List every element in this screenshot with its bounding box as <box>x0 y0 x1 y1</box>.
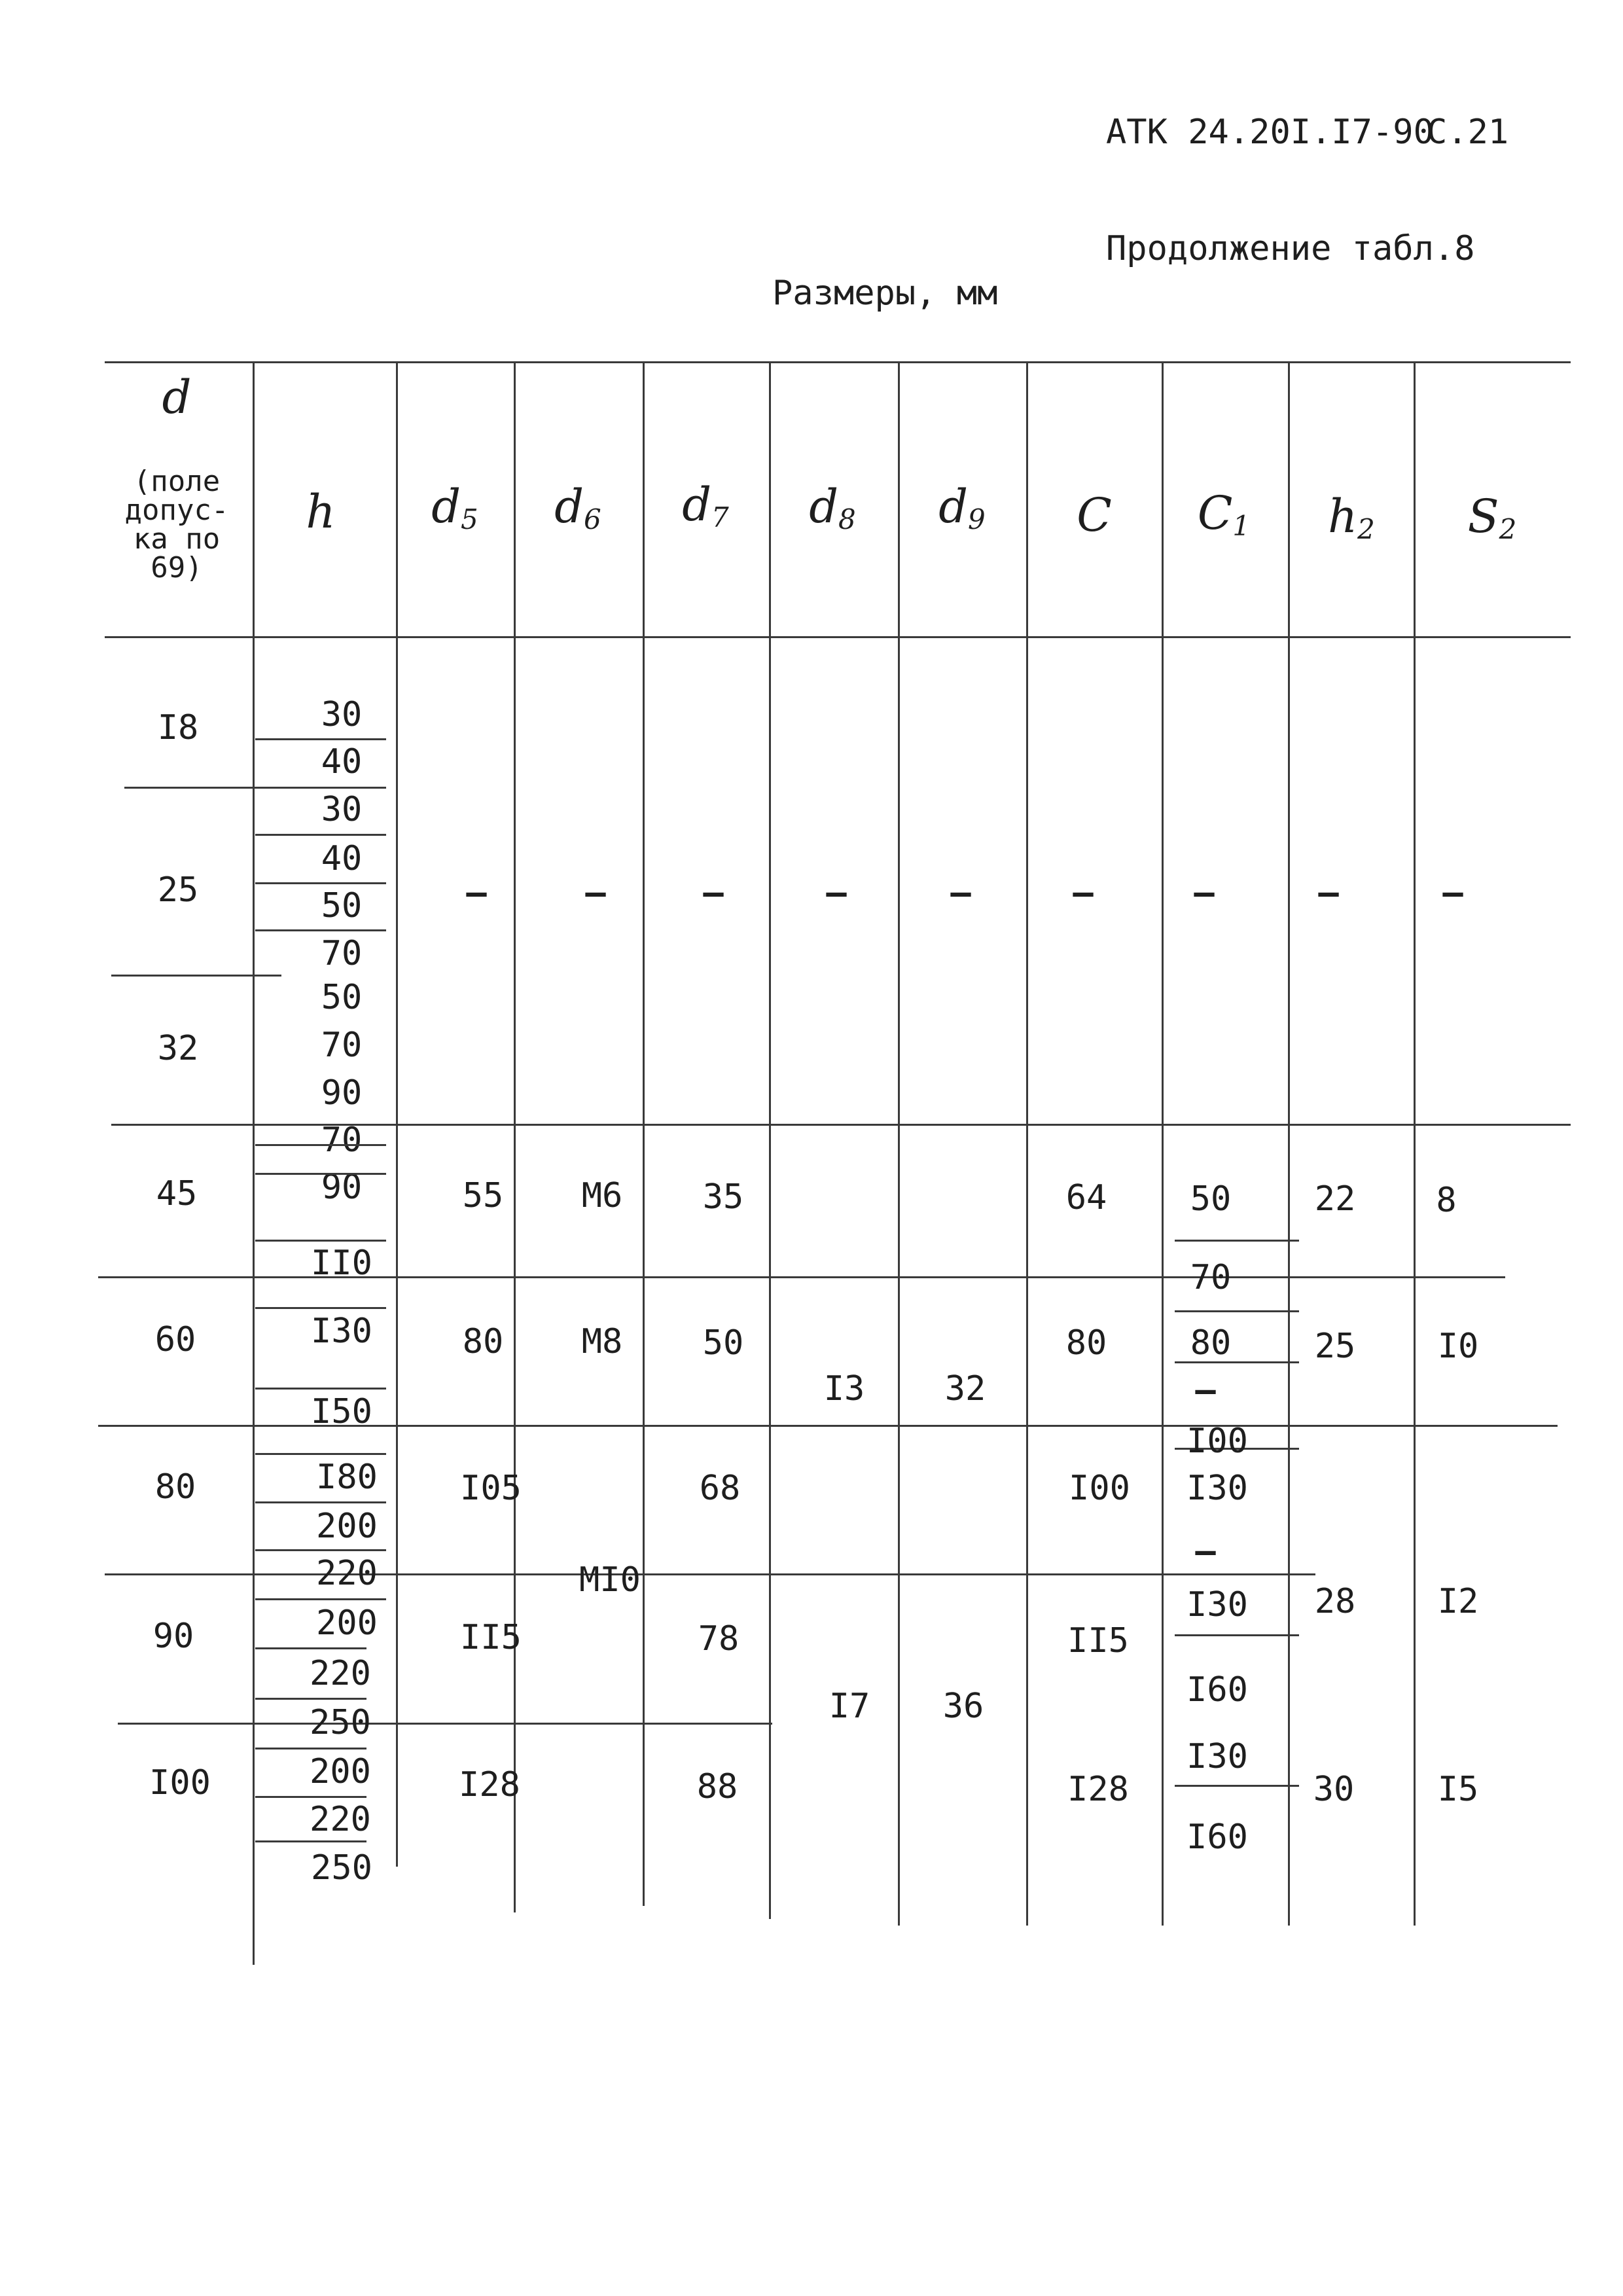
d8-value: I7 <box>829 1687 870 1726</box>
h2-value: 28 <box>1314 1582 1356 1621</box>
h-subrow-rule <box>255 1549 386 1551</box>
header-d-note-line: (поле <box>133 465 221 498</box>
c-value: I00 <box>1069 1469 1130 1508</box>
d-value: 60 <box>154 1320 196 1359</box>
header-d5-sub: 5 <box>461 503 478 535</box>
h-subrow-rule <box>255 882 386 884</box>
d-value: 80 <box>154 1467 196 1507</box>
h-value: 220 <box>310 1654 371 1693</box>
c-value: II5 <box>1067 1621 1129 1660</box>
c-value: 64 <box>1065 1178 1107 1217</box>
header-c1-sub: 1 <box>1232 510 1251 542</box>
header-d7-sub: 7 <box>711 501 729 533</box>
header-h2-sub: 2 <box>1357 513 1375 545</box>
header-s2-sub: 2 <box>1499 513 1517 545</box>
col-rule <box>1026 361 1028 1926</box>
s2-value: I2 <box>1437 1582 1479 1621</box>
col-rule <box>1162 361 1164 1926</box>
row-rule-d <box>111 975 281 977</box>
header-d8-sub: 8 <box>838 503 856 535</box>
h-subrow-rule <box>255 1144 386 1146</box>
dash-c1: – <box>1194 873 1215 912</box>
header-d6 <box>554 480 601 535</box>
col-rule <box>898 361 900 1926</box>
h-value: 70 <box>321 1121 363 1160</box>
header-h2 <box>1328 490 1375 545</box>
dash-c: – <box>1073 873 1094 912</box>
col-rule <box>769 361 771 1919</box>
h-value: 50 <box>321 978 363 1017</box>
h-value: 220 <box>310 1800 371 1839</box>
c1-value: I60 <box>1186 1670 1248 1710</box>
header-c: C <box>1077 488 1112 542</box>
header-d6-sub: 6 <box>584 503 601 535</box>
d7-value: 78 <box>698 1619 740 1659</box>
h-value: 40 <box>321 839 363 878</box>
header-c1 <box>1197 486 1251 542</box>
c-value: 80 <box>1065 1323 1107 1363</box>
header-d5 <box>431 480 478 535</box>
h-value: 200 <box>316 1604 378 1643</box>
header-d6-base: d <box>554 480 584 533</box>
c1-value: I30 <box>1186 1737 1248 1776</box>
col-rule <box>643 361 645 1906</box>
h2-value: 30 <box>1313 1770 1355 1809</box>
d5-value: 80 <box>462 1322 504 1361</box>
page-number: С.21 <box>1427 113 1509 152</box>
h-value: 220 <box>316 1554 378 1593</box>
dash-d5: – <box>466 873 487 912</box>
header-bottom-rule <box>105 636 1571 638</box>
h-value: 250 <box>310 1703 371 1742</box>
h-value: 90 <box>321 1073 363 1113</box>
h-subrow-rule <box>255 1647 366 1649</box>
c1-value: I30 <box>1186 1585 1248 1624</box>
h-subrow-rule <box>255 787 386 789</box>
header-d9 <box>938 480 986 535</box>
table-top-rule <box>105 361 1571 363</box>
dash-d9: – <box>950 873 971 912</box>
header-d-note-line: ка по <box>133 522 221 556</box>
d5-value: 55 <box>462 1176 504 1215</box>
header-d: d <box>162 370 192 424</box>
d-value: 45 <box>156 1174 198 1213</box>
s2-value: I5 <box>1437 1770 1479 1809</box>
header-d8-base: d <box>809 480 839 533</box>
col-rule <box>1288 361 1290 1926</box>
h-value: I30 <box>311 1312 372 1351</box>
d-value: 32 <box>157 1029 199 1068</box>
h-value: 30 <box>321 790 363 829</box>
d5-value: II5 <box>460 1618 522 1657</box>
h-subrow-rule <box>255 1796 366 1798</box>
d-value: 90 <box>152 1617 194 1656</box>
h-subrow-rule <box>255 1501 386 1503</box>
h-subrow-rule <box>255 1307 386 1309</box>
d7-value: 68 <box>699 1469 741 1508</box>
header-h2-base: h <box>1328 490 1358 543</box>
d7-value: 88 <box>696 1767 738 1806</box>
header-d9-sub: 9 <box>968 503 986 535</box>
dash-d7: – <box>703 873 724 912</box>
c1-value: – <box>1195 1371 1216 1410</box>
dash-d6: – <box>585 873 606 912</box>
h-subrow-rule <box>255 738 386 740</box>
d8-value: I3 <box>823 1369 865 1408</box>
h2-value: 22 <box>1314 1179 1356 1219</box>
h-subrow-rule <box>255 1453 386 1455</box>
col-rule <box>514 361 516 1912</box>
header-d5-base: d <box>431 480 461 533</box>
s2-value: I0 <box>1437 1327 1479 1366</box>
h-subrow-rule <box>255 834 386 836</box>
row-rule-full <box>98 1276 1505 1278</box>
header-d8 <box>809 480 856 535</box>
h-subrow-rule <box>255 1388 386 1390</box>
table-continuation-label: Продолжение табл.8 <box>1106 229 1475 268</box>
dimensions-table <box>98 361 1571 1965</box>
units-label: Размеры, мм <box>772 274 998 313</box>
c1-value: 50 <box>1190 1179 1232 1219</box>
c1-value: 80 <box>1190 1323 1232 1363</box>
d-value: 25 <box>157 870 199 910</box>
c1-value: I60 <box>1186 1818 1248 1857</box>
header-c1-base: C <box>1197 486 1233 540</box>
d9-value: 32 <box>944 1369 986 1408</box>
d9-value: 36 <box>942 1687 984 1726</box>
h-value: 30 <box>321 695 363 734</box>
d-value: I8 <box>157 708 199 747</box>
d7-value: 35 <box>702 1177 744 1217</box>
d6-value: M6 <box>581 1176 623 1215</box>
d5-value: I28 <box>459 1765 520 1804</box>
c-value: I28 <box>1067 1770 1129 1809</box>
c1-value: I30 <box>1186 1469 1248 1508</box>
header-d7-base: d <box>682 478 712 531</box>
h-value: 70 <box>321 1026 363 1065</box>
c1-value: – <box>1195 1532 1216 1571</box>
dash-s2: – <box>1442 873 1463 912</box>
h-value: 200 <box>310 1752 371 1791</box>
header-s2 <box>1467 490 1517 545</box>
header-d9-base: d <box>938 480 969 533</box>
d5-value: I05 <box>460 1469 522 1508</box>
header-s2-base: S <box>1467 490 1499 543</box>
d7-value: 50 <box>702 1323 744 1363</box>
h-subrow-rule <box>255 1598 386 1600</box>
h-value: 90 <box>321 1168 363 1207</box>
header-d-note <box>125 467 229 583</box>
dash-d8: – <box>826 873 847 912</box>
row-rule-full <box>105 1573 1315 1575</box>
h-value: I50 <box>311 1392 372 1431</box>
h-subrow-rule <box>255 1173 386 1175</box>
h-value: 200 <box>316 1507 378 1546</box>
c1-rule <box>1175 1310 1299 1312</box>
row-rule-partial <box>118 1723 772 1725</box>
header-d7 <box>682 478 729 533</box>
d6-value: MI0 <box>579 1560 641 1600</box>
doc-code: АТК 24.20I.I7-90 <box>1106 113 1434 152</box>
h-value: 40 <box>321 742 363 781</box>
h-subrow-rule <box>255 1840 366 1842</box>
col-rule <box>396 361 398 1867</box>
c1-rule <box>1175 1634 1299 1636</box>
dash-h2: – <box>1318 873 1339 912</box>
header-h: h <box>306 485 336 539</box>
header-d-note-line: 69) <box>151 551 203 584</box>
h2-value: 25 <box>1314 1327 1356 1366</box>
h-value: II0 <box>311 1244 372 1283</box>
col-rule <box>253 361 255 1965</box>
s2-value: 8 <box>1436 1181 1457 1220</box>
h-subrow-rule <box>255 929 386 931</box>
header-d-note-line: допус- <box>124 493 229 527</box>
d-value: I00 <box>149 1763 211 1803</box>
h-value: 70 <box>321 934 363 973</box>
col-rule <box>1414 361 1416 1926</box>
c1-value: 70 <box>1190 1258 1232 1297</box>
h-subrow-rule <box>255 1748 366 1749</box>
h-value: 50 <box>321 886 363 925</box>
c1-rule <box>1175 1785 1299 1787</box>
d6-value: M8 <box>581 1322 623 1361</box>
h-value: I80 <box>316 1458 378 1497</box>
h-subrow-rule <box>255 1240 386 1242</box>
h-subrow-rule <box>255 1698 366 1700</box>
c1-rule <box>1175 1240 1299 1242</box>
h-value: 250 <box>311 1848 372 1888</box>
c1-value: I00 <box>1186 1422 1248 1461</box>
